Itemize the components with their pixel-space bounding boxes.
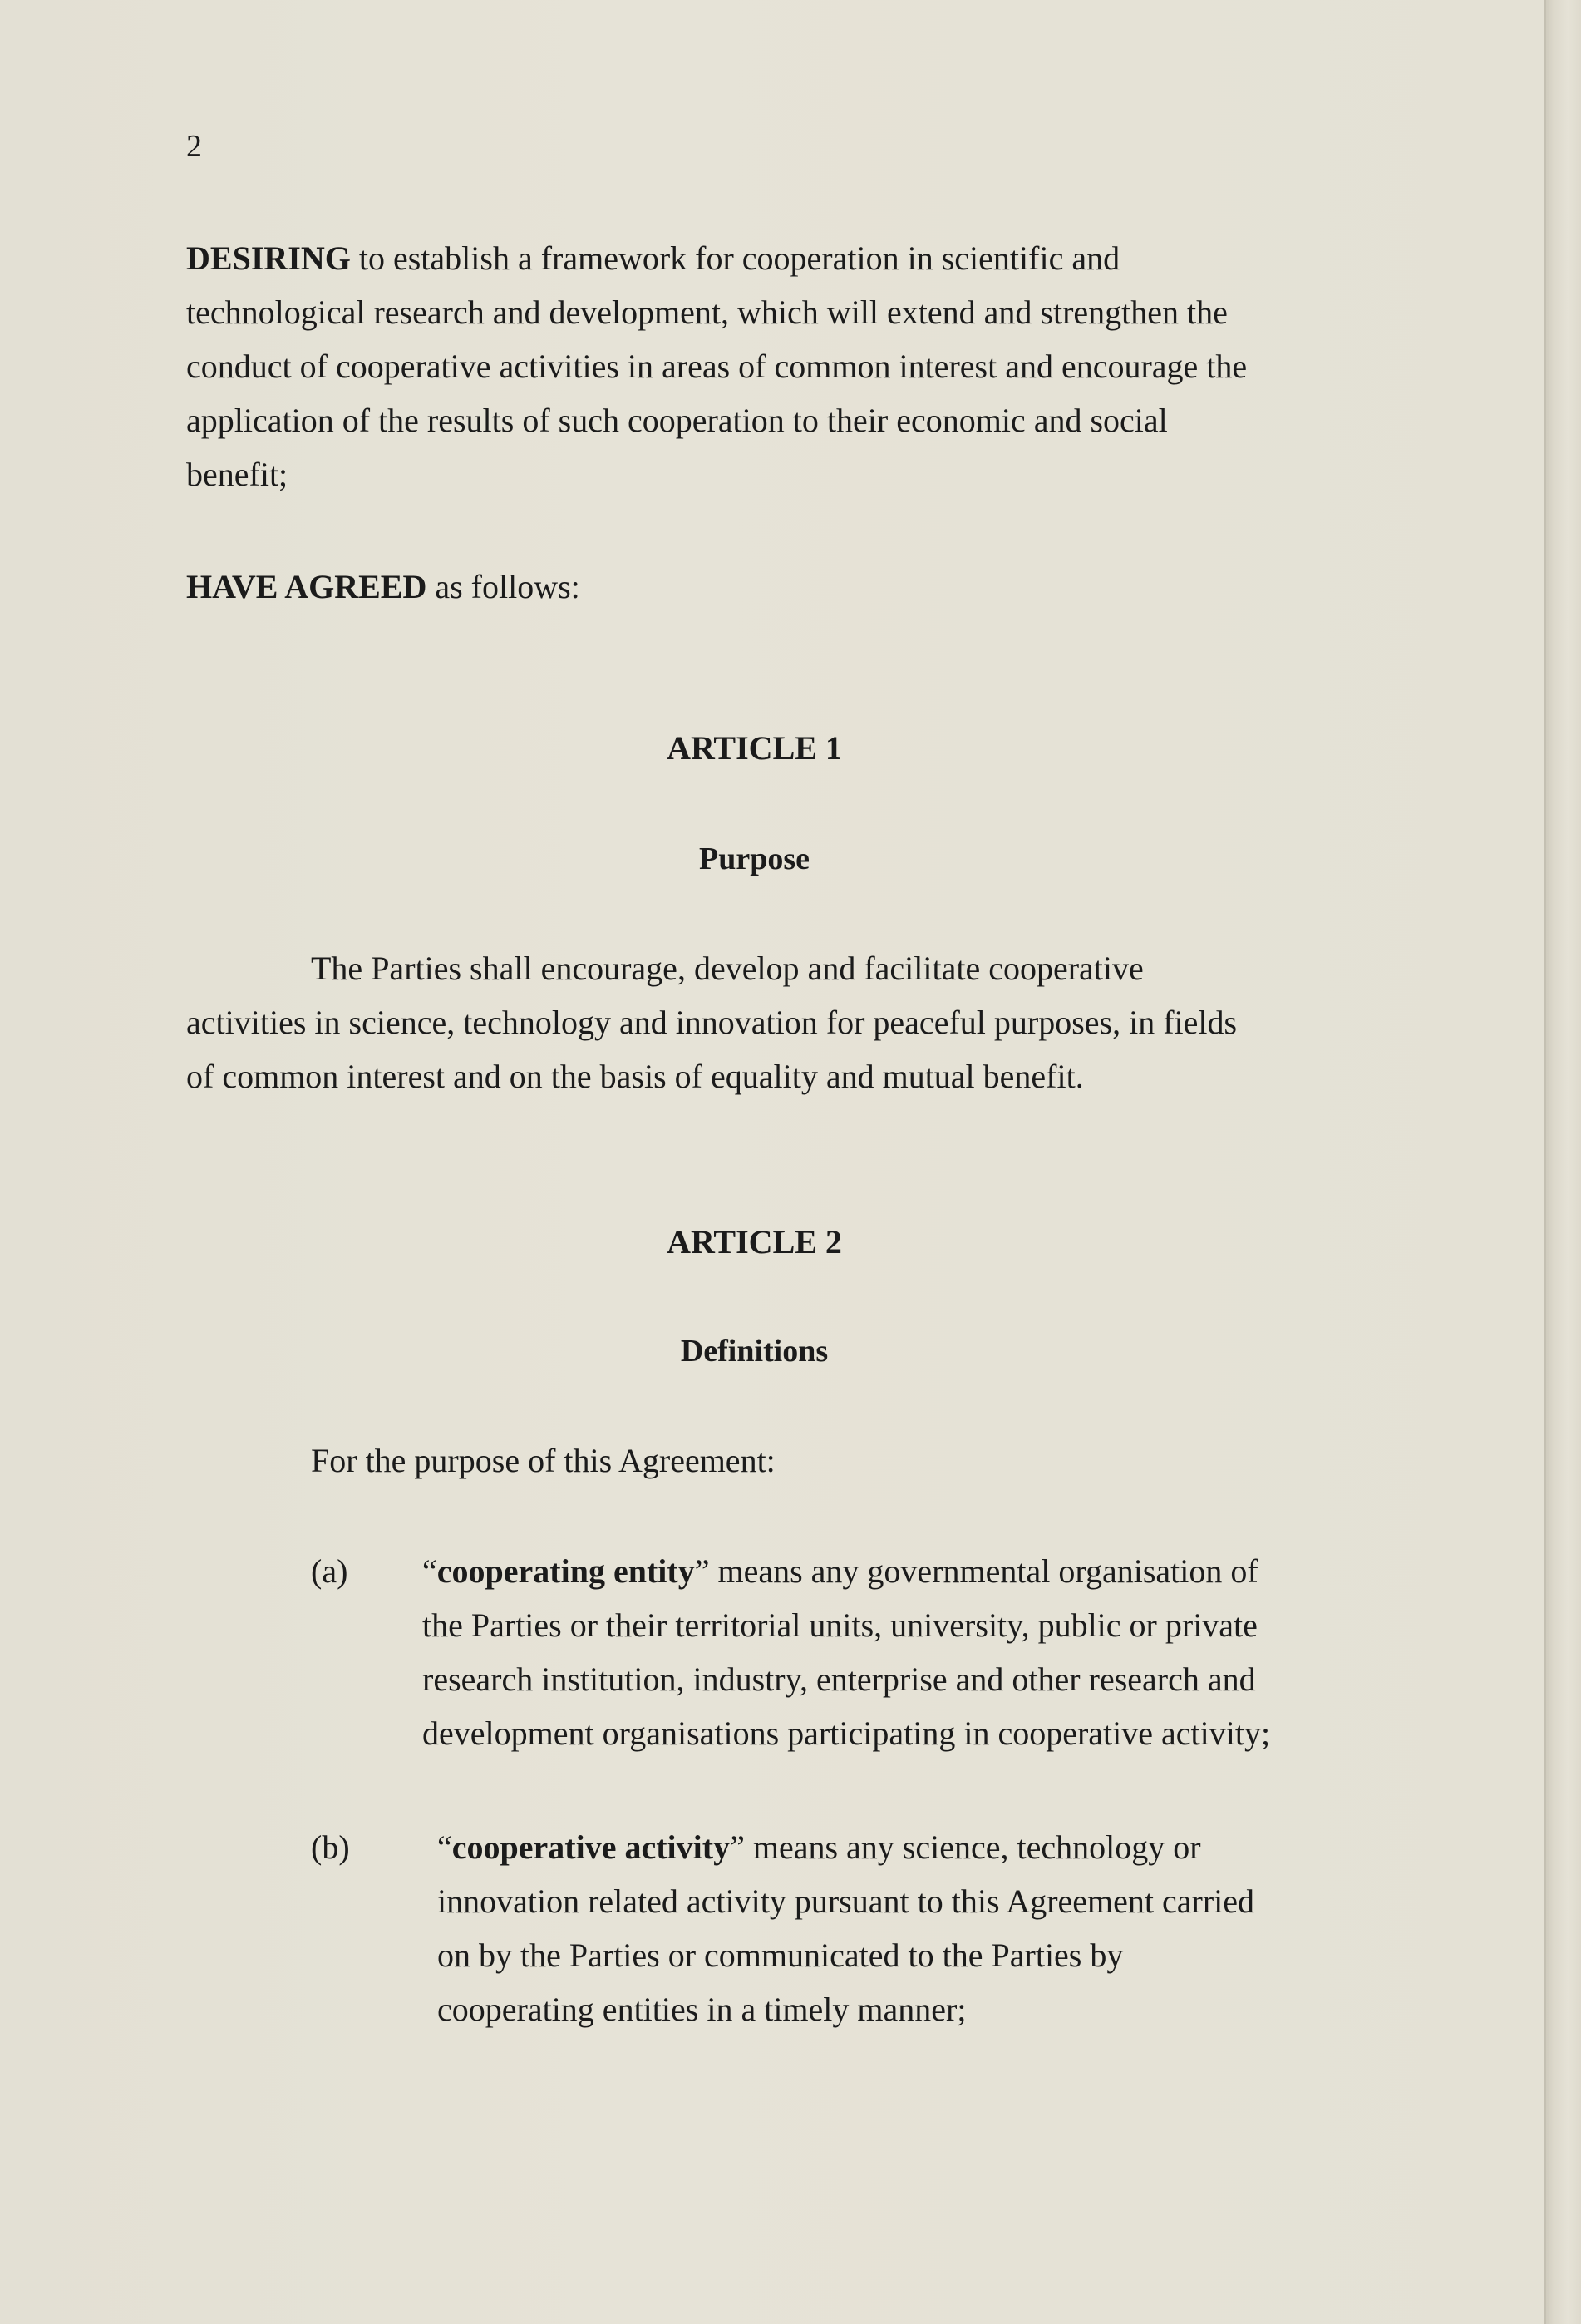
page-number: 2 — [186, 129, 202, 164]
desiring-line-1-text: to establish a framework for cooperation in scientific and — [350, 239, 1120, 277]
definition-a-open-quote: “ — [422, 1552, 437, 1590]
desiring-paragraph — [186, 231, 1247, 501]
definition-b-line-4: cooperating entities in a timely manner; — [437, 1991, 967, 2028]
article-2-subtitle: Definitions — [680, 1334, 829, 1369]
definition-b-body — [437, 1820, 1254, 2036]
definition-b-label: (b) — [311, 1828, 350, 1866]
definition-a-body — [422, 1544, 1270, 1760]
have-agreed-text: as follows: — [426, 568, 580, 605]
definition-b-open-quote: “ — [437, 1828, 452, 1866]
article-2-title: ARTICLE 2 — [667, 1223, 842, 1261]
desiring-line-2: technological research and development, which will extend and strengthen the — [186, 294, 1228, 331]
article-1-line-1: The Parties shall encourage, develop and facilitate cooperative — [311, 950, 1144, 987]
definition-a-line-2: the Parties or their territorial units, university, public or private — [422, 1606, 1258, 1644]
desiring-line-1 — [186, 231, 1247, 285]
desiring-line-4: application of the results of such cooperation to their economic and social — [186, 402, 1168, 439]
definition-b-line-3: on by the Parties or communicated to the Parties by — [437, 1937, 1124, 1974]
desiring-line-3: conduct of cooperative activities in areas of common interest and encourage the — [186, 348, 1248, 385]
article-2-intro: For the purpose of this Agreement: — [311, 1442, 776, 1479]
definition-a-close-quote: ” — [694, 1552, 710, 1590]
definition-b-line-2: innovation related activity pursuant to this Agreement carried — [437, 1882, 1255, 1920]
desiring-line-5: benefit; — [186, 456, 288, 493]
have-agreed-keyword: HAVE AGREED — [186, 568, 427, 605]
definition-b-line-1-text: means any science, technology or — [744, 1828, 1201, 1866]
definition-a-term: cooperating entity — [436, 1552, 695, 1590]
have-agreed-paragraph — [186, 560, 580, 614]
article-1-subtitle: Purpose — [699, 841, 810, 876]
definition-a-line-3: research institution, industry, enterprise and other research and — [422, 1660, 1256, 1698]
page-binding-edge — [1544, 0, 1581, 2324]
definition-a-line-1-text: means any governmental organisation of — [709, 1552, 1258, 1590]
article-1-line-3: of common interest and on the basis of equality and mutual benefit. — [186, 1058, 1084, 1095]
definition-a-line-4: development organisations participating in cooperative activity; — [422, 1715, 1271, 1752]
definition-a-line-1 — [422, 1544, 1270, 1598]
article-1-title: ARTICLE 1 — [667, 729, 842, 767]
definition-b-line-1 — [437, 1820, 1254, 1874]
article-1-body — [186, 941, 1237, 1103]
article-1-line-2: activities in science, technology and innovation for peaceful purposes, in fields — [186, 1004, 1238, 1041]
desiring-keyword: DESIRING — [186, 239, 351, 277]
definition-a-label: (a) — [311, 1552, 348, 1590]
definition-b-term: cooperative activity — [451, 1828, 731, 1866]
definition-b-close-quote: ” — [730, 1828, 745, 1866]
